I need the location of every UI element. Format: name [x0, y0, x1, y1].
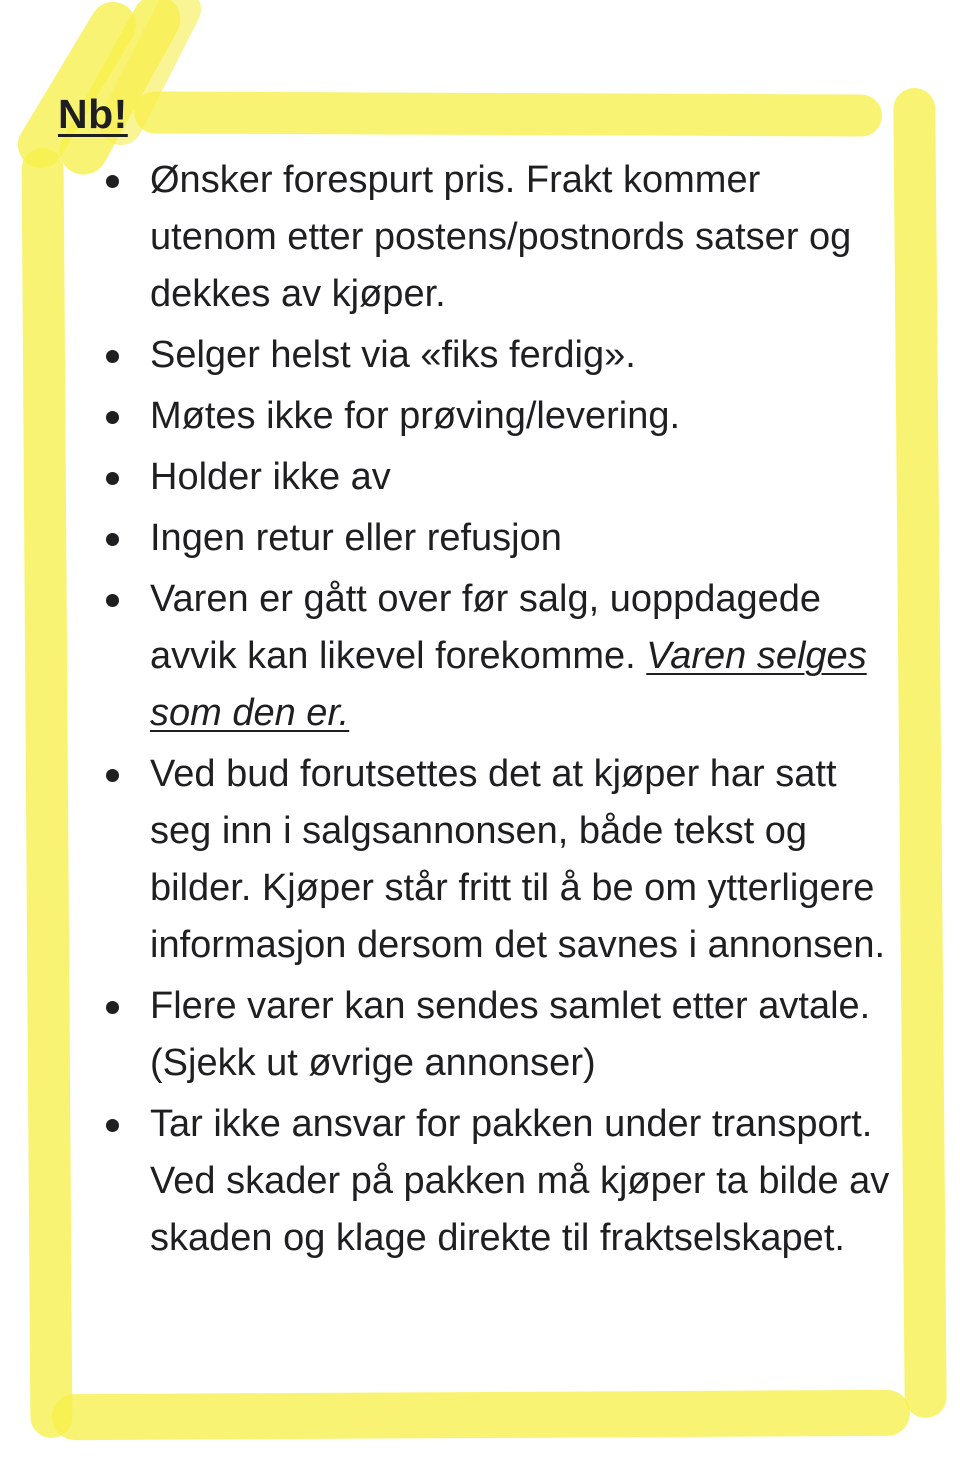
bullet-icon — [106, 594, 119, 607]
list-item — [58, 388, 905, 445]
list-item — [58, 571, 905, 742]
bullet-icon — [106, 1001, 119, 1014]
list-item — [58, 327, 905, 384]
list-item-text: Tar ikke ansvar for pakken under transport. Ved skader på pakken må kjøper ta bilde av skaden og klage direkte til fraktselskapet. — [150, 1103, 890, 1259]
list-item-text: Ingen retur eller refusjon — [150, 517, 562, 559]
list-item-text: Selger helst via «fiks ferdig». — [150, 334, 636, 376]
bullet-icon — [106, 175, 119, 188]
emphasized-text: Varen selges som den er. — [150, 635, 867, 734]
highlight-stroke-bottom — [52, 1390, 910, 1440]
list-item — [58, 510, 905, 567]
list-item-text: Ønsker forespurt pris. Frakt kommer utenom etter postens/postnords satser og dekkes av kjøper. — [150, 159, 852, 315]
list-item-text: Ved bud forutsettes det at kjøper har satt seg inn i salgsannonsen, både tekst og bilder. Kjøper står fritt til å be om ytterligere informasjon dersom det savnes i annonsen. — [150, 753, 886, 966]
list-item-text-plain: Varen er gått over før salg, uoppdagede avvik kan likevel forekomme. — [150, 578, 822, 677]
bullet-icon — [106, 350, 119, 363]
list-item — [58, 449, 905, 506]
list-item-text — [150, 571, 895, 742]
bullet-icon — [106, 769, 119, 782]
bullet-icon — [106, 533, 119, 546]
list-item — [58, 1096, 905, 1267]
note-heading: Nb! — [58, 91, 128, 137]
list-item — [58, 152, 905, 323]
bullet-list — [58, 152, 905, 1267]
list-item-text: Møtes ikke for prøving/levering. — [150, 395, 681, 437]
list-item-text: Flere varer kan sendes samlet etter avtale. (Sjekk ut øvrige annonser) — [150, 985, 871, 1084]
bullet-icon — [106, 411, 119, 424]
list-item — [58, 746, 905, 974]
bullet-icon — [106, 472, 119, 485]
bullet-icon — [106, 1119, 119, 1132]
list-item-text: Holder ikke av — [150, 456, 391, 498]
list-item — [58, 978, 905, 1092]
